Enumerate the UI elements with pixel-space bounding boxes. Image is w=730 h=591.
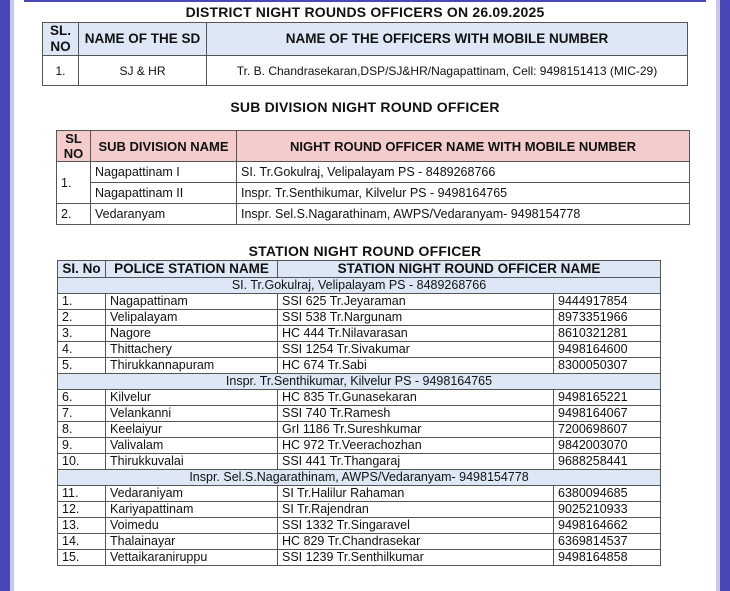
page-border-left-inner — [10, 0, 14, 591]
cell-station: Velipalayam — [106, 310, 278, 326]
cell-mobile: 8610321281 — [554, 326, 661, 342]
cell-officer: SSI 538 Tr.Nargunam — [278, 310, 554, 326]
cell-officer: SSI 625 Tr.Jeyaraman — [278, 294, 554, 310]
cell-mobile: 9842003070 — [554, 438, 661, 454]
cell-mobile: 9498164600 — [554, 342, 661, 358]
table-row — [58, 326, 661, 342]
page-border-top — [24, 0, 706, 2]
group-row — [58, 470, 661, 486]
cell-no: 1. — [58, 294, 106, 310]
cell-officer: SSI 1332 Tr.Singaravel — [278, 518, 554, 534]
cell-station: Thirukkannapuram — [106, 358, 278, 374]
cell-no: 9. — [58, 438, 106, 454]
cell-station: Voimedu — [106, 518, 278, 534]
cell-sl: 2. — [57, 204, 91, 225]
table-row — [58, 502, 661, 518]
cell-station: Kariyapattinam — [106, 502, 278, 518]
col-header-no: SI. No — [58, 261, 106, 278]
cell-subdivision: Nagapattinam I — [91, 162, 237, 183]
page-border-left — [0, 0, 10, 591]
col-header-officer: NIGHT ROUND OFFICER NAME WITH MOBILE NUMBER — [237, 131, 690, 162]
cell-officer: SI Tr.Rajendran — [278, 502, 554, 518]
cell-station: Keelaiyur — [106, 422, 278, 438]
document-title: DISTRICT NIGHT ROUNDS OFFICERS ON 26.09.2025 — [185, 4, 545, 20]
cell-mobile: 6380094685 — [554, 486, 661, 502]
cell-no: 13. — [58, 518, 106, 534]
col-header-subdivision: SUB DIVISION NAME — [91, 131, 237, 162]
district-officers-table — [42, 22, 688, 86]
table-row — [57, 162, 690, 183]
group-row — [58, 278, 661, 294]
cell-mobile: 9498164067 — [554, 406, 661, 422]
col-header-station: POLICE STATION NAME — [106, 261, 278, 278]
table-row — [58, 406, 661, 422]
table-row — [58, 486, 661, 502]
table-row — [58, 422, 661, 438]
col-header-sl: SL. NO — [43, 23, 79, 56]
cell-officer: SSI 441 Tr.Thangaraj — [278, 454, 554, 470]
table-row — [58, 518, 661, 534]
cell-officer: Inspr. Sel.S.Nagarathinam, AWPS/Vedaranyam- 9498154778 — [237, 204, 690, 225]
cell-officer: HC 444 Tr.Nilavarasan — [278, 326, 554, 342]
table-row — [58, 294, 661, 310]
group-label: SI. Tr.Gokulraj, Velipalayam PS - 8489268766 — [58, 278, 661, 294]
cell-subdivision: Vedaranyam — [91, 204, 237, 225]
table-row — [57, 204, 690, 225]
table-row — [58, 550, 661, 566]
cell-officer: SI Tr.Halilur Rahaman — [278, 486, 554, 502]
cell-mobile: 6369814537 — [554, 534, 661, 550]
cell-officer: HC 972 Tr.Veerachozhan — [278, 438, 554, 454]
cell-no: 14. — [58, 534, 106, 550]
cell-subdivision: Nagapattinam II — [91, 183, 237, 204]
cell-officer: Tr. B. Chandrasekaran,DSP/SJ&HR/Nagapattinam, Cell: 9498151413 (MIC-29) — [207, 56, 688, 86]
cell-no: 5. — [58, 358, 106, 374]
col-header-sd: NAME OF THE SD — [79, 23, 207, 56]
cell-mobile: 7200698607 — [554, 422, 661, 438]
cell-mobile: 9498164662 — [554, 518, 661, 534]
cell-sd: SJ & HR — [79, 56, 207, 86]
cell-officer: HC 835 Tr.Gunasekaran — [278, 390, 554, 406]
cell-officer: Inspr. Tr.Senthikumar, Kilvelur PS - 9498164765 — [237, 183, 690, 204]
table-row — [57, 183, 690, 204]
subdivision-heading: SUB DIVISION NIGHT ROUND OFFICER — [230, 99, 500, 115]
cell-station: Vettaikaraniruppu — [106, 550, 278, 566]
cell-no: 10. — [58, 454, 106, 470]
cell-no: 11. — [58, 486, 106, 502]
cell-mobile: 8300050307 — [554, 358, 661, 374]
table-row — [58, 310, 661, 326]
cell-station: Velankanni — [106, 406, 278, 422]
cell-no: 12. — [58, 502, 106, 518]
cell-no: 7. — [58, 406, 106, 422]
table-row — [43, 56, 688, 86]
cell-officer: GrI 1186 Tr.Sureshkumar — [278, 422, 554, 438]
cell-officer: SSI 740 Tr.Ramesh — [278, 406, 554, 422]
table-row — [58, 342, 661, 358]
table-header-row — [58, 261, 661, 278]
cell-no: 4. — [58, 342, 106, 358]
table-header-row — [57, 131, 690, 162]
cell-station: Nagore — [106, 326, 278, 342]
table-row — [58, 534, 661, 550]
cell-station: Thittachery — [106, 342, 278, 358]
table-row — [58, 358, 661, 374]
group-label: Inspr. Sel.S.Nagarathinam, AWPS/Vedaranyam- 9498154778 — [58, 470, 661, 486]
cell-officer: HC 674 Tr.Sabi — [278, 358, 554, 374]
cell-station: Valivalam — [106, 438, 278, 454]
cell-mobile: 9498165221 — [554, 390, 661, 406]
cell-no: 2. — [58, 310, 106, 326]
table-row — [58, 438, 661, 454]
group-row — [58, 374, 661, 390]
table-header-row — [43, 23, 688, 56]
cell-officer: SI. Tr.Gokulraj, Velipalayam PS - 8489268766 — [237, 162, 690, 183]
cell-mobile: 9688258441 — [554, 454, 661, 470]
page-border-right — [720, 0, 730, 591]
cell-station: Thirukkuvalai — [106, 454, 278, 470]
cell-no: 6. — [58, 390, 106, 406]
cell-station: Vedaraniyam — [106, 486, 278, 502]
page-border-right-inner — [716, 0, 720, 591]
cell-station: Kilvelur — [106, 390, 278, 406]
group-label: Inspr. Tr.Senthikumar, Kilvelur PS - 9498164765 — [58, 374, 661, 390]
cell-no: 15. — [58, 550, 106, 566]
cell-mobile: 9025210933 — [554, 502, 661, 518]
table-row — [58, 390, 661, 406]
station-heading: STATION NIGHT ROUND OFFICER — [248, 243, 482, 259]
cell-station: Thalainayar — [106, 534, 278, 550]
cell-officer: HC 829 Tr.Chandrasekar — [278, 534, 554, 550]
cell-officer: SSI 1254 Tr.Sivakumar — [278, 342, 554, 358]
cell-sl: 1. — [43, 56, 79, 86]
table-row — [58, 454, 661, 470]
col-header-officer: STATION NIGHT ROUND OFFICER NAME — [278, 261, 661, 278]
cell-mobile: 9444917854 — [554, 294, 661, 310]
subdivision-table — [56, 130, 690, 225]
cell-no: 3. — [58, 326, 106, 342]
cell-sl: 1. — [57, 162, 91, 204]
station-officers-table — [57, 260, 661, 566]
cell-mobile: 8973351966 — [554, 310, 661, 326]
cell-station: Nagapattinam — [106, 294, 278, 310]
col-header-officers: NAME OF THE OFFICERS WITH MOBILE NUMBER — [207, 23, 688, 56]
cell-officer: SSI 1239 Tr.Senthilkumar — [278, 550, 554, 566]
cell-mobile: 9498164858 — [554, 550, 661, 566]
col-header-sl: SL NO — [57, 131, 91, 162]
cell-no: 8. — [58, 422, 106, 438]
